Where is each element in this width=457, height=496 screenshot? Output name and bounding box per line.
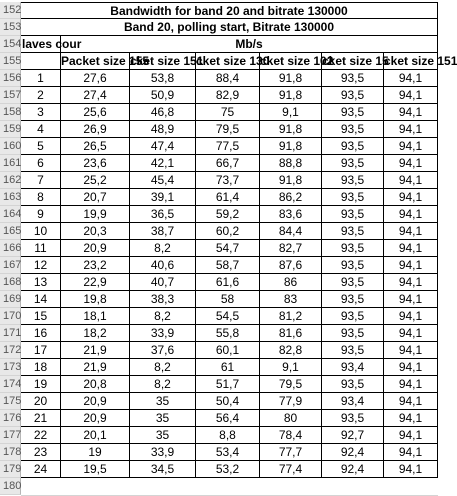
- row-header[interactable]: 175: [0, 393, 21, 410]
- sheet-row: [0, 478, 438, 495]
- bandwidth-cell[interactable]: 93,5: [322, 376, 384, 393]
- sheet-row: [0, 376, 438, 393]
- bandwidth-cell[interactable]: 93,4: [322, 393, 384, 410]
- bandwidth-cell[interactable]: 94,1: [384, 138, 438, 155]
- bandwidth-cell[interactable]: 53,4: [196, 444, 260, 461]
- row-header[interactable]: 159: [0, 121, 21, 138]
- bandwidth-cell[interactable]: 93,5: [322, 257, 384, 274]
- bandwidth-cell[interactable]: 21,9: [61, 342, 130, 359]
- sheet-row: [0, 104, 438, 121]
- header-cell-unit[interactable]: Mb/s: [61, 36, 438, 53]
- bandwidth-cell[interactable]: 19,8: [61, 291, 130, 308]
- bandwidth-cell[interactable]: 80: [260, 410, 322, 427]
- sheet-row: [0, 461, 438, 478]
- sheet-row: [0, 70, 438, 87]
- bandwidth-cell[interactable]: 93,5: [322, 155, 384, 172]
- sheet-row: [0, 53, 457, 70]
- bandwidth-cell[interactable]: 94,1: [384, 308, 438, 325]
- slave-count-cell[interactable]: 6: [21, 155, 61, 172]
- column-header[interactable]: cket size 151: [130, 54, 204, 68]
- column-header[interactable]: cket size 151: [384, 54, 457, 68]
- bandwidth-cell[interactable]: 27,4: [61, 87, 130, 104]
- row-header[interactable]: 155: [0, 53, 21, 70]
- bandwidth-cell[interactable]: 55,8: [196, 325, 260, 342]
- sheet-row: [0, 257, 438, 274]
- row-header[interactable]: 163: [0, 189, 21, 206]
- sheet-row: [0, 155, 438, 172]
- row-header[interactable]: 173: [0, 359, 21, 376]
- slave-count-cell[interactable]: 7: [21, 172, 61, 189]
- bandwidth-cell[interactable]: 88,4: [196, 70, 260, 87]
- bandwidth-cell[interactable]: 94,1: [384, 410, 438, 427]
- bandwidth-cell[interactable]: 94,1: [384, 189, 438, 206]
- bandwidth-cell[interactable]: 54,5: [196, 308, 260, 325]
- bandwidth-cell[interactable]: 8,8: [196, 427, 260, 444]
- slave-count-cell[interactable]: 14: [21, 291, 61, 308]
- bandwidth-cell[interactable]: 45,4: [130, 172, 196, 189]
- bandwidth-cell[interactable]: 20,7: [61, 189, 130, 206]
- bandwidth-cell[interactable]: 93,5: [322, 87, 384, 104]
- sheet-row: [0, 19, 438, 36]
- row-header[interactable]: 152: [0, 2, 21, 19]
- sheet-row: [0, 223, 438, 240]
- bandwidth-cell[interactable]: 77,5: [196, 138, 260, 155]
- bandwidth-cell[interactable]: 93,4: [322, 359, 384, 376]
- sheet-row: [0, 87, 438, 104]
- sheet-row: [0, 274, 438, 291]
- sheet-row: [0, 121, 438, 138]
- row-header[interactable]: 178: [0, 444, 21, 461]
- bandwidth-cell[interactable]: 83: [260, 291, 322, 308]
- row-header[interactable]: 158: [0, 104, 21, 121]
- row-header[interactable]: 164: [0, 206, 21, 223]
- slave-count-cell[interactable]: 3: [21, 104, 61, 121]
- bandwidth-cell[interactable]: 20,9: [61, 393, 130, 410]
- row-header[interactable]: 153: [0, 19, 21, 36]
- sheet-row: [0, 444, 438, 461]
- sheet-row: [0, 172, 438, 189]
- slave-count-cell[interactable]: 1: [21, 70, 61, 87]
- bandwidth-cell[interactable]: 50,4: [196, 393, 260, 410]
- bandwidth-cell[interactable]: 19: [61, 444, 130, 461]
- bandwidth-cell[interactable]: 93,5: [322, 291, 384, 308]
- row-header[interactable]: 168: [0, 274, 21, 291]
- bandwidth-cell[interactable]: 79,5: [260, 376, 322, 393]
- bandwidth-cell[interactable]: 93,5: [322, 70, 384, 87]
- slave-count-cell[interactable]: 18: [21, 359, 61, 376]
- slave-count-cell[interactable]: 9: [21, 206, 61, 223]
- sheet-row: [0, 393, 438, 410]
- column-header[interactable]: cket size 15: [322, 54, 389, 68]
- bandwidth-cell[interactable]: 94,1: [384, 393, 438, 410]
- bandwidth-cell[interactable]: 93,5: [322, 342, 384, 359]
- bandwidth-cell[interactable]: 58: [196, 291, 260, 308]
- empty-row-cells[interactable]: [21, 478, 438, 496]
- bandwidth-cell[interactable]: 88,8: [260, 155, 322, 172]
- bandwidth-cell[interactable]: 73,7: [196, 172, 260, 189]
- slave-count-cell[interactable]: 17: [21, 342, 61, 359]
- bandwidth-cell[interactable]: 39,1: [130, 189, 196, 206]
- bandwidth-cell[interactable]: 94,1: [384, 376, 438, 393]
- bandwidth-cell[interactable]: 53,8: [130, 70, 196, 87]
- bandwidth-cell[interactable]: 21,9: [61, 359, 130, 376]
- slave-count-cell[interactable]: 24: [21, 461, 61, 478]
- bandwidth-cell[interactable]: 94,1: [384, 206, 438, 223]
- bandwidth-cell[interactable]: 82,9: [196, 87, 260, 104]
- bandwidth-cell[interactable]: 92,4: [322, 444, 384, 461]
- bandwidth-cell[interactable]: 53,2: [196, 461, 260, 478]
- bandwidth-cell[interactable]: 93,5: [322, 189, 384, 206]
- bandwidth-cell[interactable]: 93,5: [322, 410, 384, 427]
- row-header[interactable]: 180: [0, 478, 21, 495]
- bandwidth-cell[interactable]: 20,8: [61, 376, 130, 393]
- bandwidth-cell[interactable]: 60,1: [196, 342, 260, 359]
- sheet-row: [0, 359, 438, 376]
- bandwidth-cell[interactable]: 37,6: [130, 342, 196, 359]
- bandwidth-cell[interactable]: 35: [130, 427, 196, 444]
- bandwidth-cell[interactable]: 27,6: [61, 70, 130, 87]
- bandwidth-cell[interactable]: 47,4: [130, 138, 196, 155]
- bandwidth-cell[interactable]: 77,4: [260, 461, 322, 478]
- bandwidth-cell[interactable]: 35: [130, 393, 196, 410]
- row-header[interactable]: 160: [0, 138, 21, 155]
- bandwidth-cell[interactable]: 94,1: [384, 257, 438, 274]
- bandwidth-cell[interactable]: 92,4: [322, 461, 384, 478]
- slave-count-cell[interactable]: 19: [21, 376, 61, 393]
- row-header[interactable]: 172: [0, 342, 21, 359]
- slave-count-cell[interactable]: 2: [21, 87, 61, 104]
- bandwidth-cell[interactable]: 93,5: [322, 104, 384, 121]
- bandwidth-cell[interactable]: 83,6: [260, 206, 322, 223]
- bandwidth-cell[interactable]: 93,5: [322, 206, 384, 223]
- row-header[interactable]: 166: [0, 240, 21, 257]
- bandwidth-cell[interactable]: 8,2: [130, 359, 196, 376]
- bandwidth-cell[interactable]: 59,2: [196, 206, 260, 223]
- bandwidth-cell[interactable]: 38,3: [130, 291, 196, 308]
- sheet-row: [0, 138, 438, 155]
- bandwidth-cell[interactable]: 18,1: [61, 308, 130, 325]
- bandwidth-cell[interactable]: 94,1: [384, 427, 438, 444]
- bandwidth-cell[interactable]: 56,4: [196, 410, 260, 427]
- slave-count-cell[interactable]: 11: [21, 240, 61, 257]
- bandwidth-cell[interactable]: 94,1: [384, 291, 438, 308]
- bandwidth-cell[interactable]: 84,4: [260, 223, 322, 240]
- bandwidth-cell[interactable]: 9,1: [260, 359, 322, 376]
- column-header[interactable]: Packet size 155: [61, 54, 150, 68]
- bandwidth-cell[interactable]: 58,7: [196, 257, 260, 274]
- bandwidth-cell[interactable]: 94,1: [384, 359, 438, 376]
- column-header[interactable]: cket size 130: [196, 54, 270, 68]
- bandwidth-cell[interactable]: 93,5: [322, 172, 384, 189]
- bandwidth-cell[interactable]: 60,2: [196, 223, 260, 240]
- row-header[interactable]: 161: [0, 155, 21, 172]
- bandwidth-cell[interactable]: 94,1: [384, 274, 438, 291]
- title-cell-bandwidth[interactable]: Bandwidth for band 20 and bitrate 130000: [21, 2, 438, 19]
- bandwidth-cell[interactable]: 61: [196, 359, 260, 376]
- sheet-row: [0, 206, 438, 223]
- bandwidth-cell[interactable]: 19,5: [61, 461, 130, 478]
- row-header[interactable]: 176: [0, 410, 21, 427]
- row-header[interactable]: 154: [0, 36, 21, 53]
- bandwidth-cell[interactable]: 87,6: [260, 257, 322, 274]
- slave-count-cell[interactable]: 13: [21, 274, 61, 291]
- bandwidth-cell[interactable]: 82,7: [260, 240, 322, 257]
- slave-count-cell[interactable]: 12: [21, 257, 61, 274]
- bandwidth-cell[interactable]: 8,2: [130, 240, 196, 257]
- sheet-row: [0, 291, 438, 308]
- bandwidth-cell[interactable]: 51,7: [196, 376, 260, 393]
- sheet-row: [0, 308, 438, 325]
- bandwidth-cell[interactable]: 36,5: [130, 206, 196, 223]
- bandwidth-cell[interactable]: 93,5: [322, 223, 384, 240]
- bandwidth-cell[interactable]: 35: [130, 410, 196, 427]
- row-header[interactable]: 162: [0, 172, 21, 189]
- bandwidth-cell[interactable]: 33,9: [130, 444, 196, 461]
- bandwidth-cell[interactable]: 22,9: [61, 274, 130, 291]
- bandwidth-cell[interactable]: 42,1: [130, 155, 196, 172]
- bandwidth-cell[interactable]: 86: [260, 274, 322, 291]
- bandwidth-cell[interactable]: 20,9: [61, 410, 130, 427]
- bandwidth-cell[interactable]: 23,2: [61, 257, 130, 274]
- bandwidth-cell[interactable]: 40,7: [130, 274, 196, 291]
- bandwidth-cell[interactable]: 48,9: [130, 121, 196, 138]
- slave-count-cell[interactable]: 15: [21, 308, 61, 325]
- sheet-row: [0, 2, 438, 19]
- bandwidth-cell[interactable]: 25,2: [61, 172, 130, 189]
- bandwidth-cell[interactable]: 25,6: [61, 104, 130, 121]
- bandwidth-cell[interactable]: 94,1: [384, 121, 438, 138]
- bandwidth-cell[interactable]: 61,4: [196, 189, 260, 206]
- bandwidth-cell[interactable]: 94,1: [384, 461, 438, 478]
- row-header[interactable]: 179: [0, 461, 21, 478]
- bandwidth-cell[interactable]: 77,7: [260, 444, 322, 461]
- bandwidth-cell[interactable]: 94,1: [384, 87, 438, 104]
- bandwidth-cell[interactable]: 91,8: [260, 87, 322, 104]
- slave-count-cell[interactable]: 4: [21, 121, 61, 138]
- header-cell-empty[interactable]: [21, 53, 61, 70]
- bandwidth-cell[interactable]: 66,7: [196, 155, 260, 172]
- bandwidth-cell[interactable]: 93,5: [322, 325, 384, 342]
- bandwidth-cell[interactable]: 38,7: [130, 223, 196, 240]
- bandwidth-cell[interactable]: 8,2: [130, 376, 196, 393]
- sheet-row: [0, 240, 438, 257]
- bandwidth-cell[interactable]: 94,1: [384, 444, 438, 461]
- row-header[interactable]: 165: [0, 223, 21, 240]
- sheet-row: [0, 189, 438, 206]
- bandwidth-cell[interactable]: 91,8: [260, 138, 322, 155]
- bandwidth-cell[interactable]: 94,1: [384, 325, 438, 342]
- bandwidth-cell[interactable]: 20,9: [61, 240, 130, 257]
- row-header[interactable]: 156: [0, 70, 21, 87]
- row-header[interactable]: 171: [0, 325, 21, 342]
- bandwidth-cell[interactable]: 94,1: [384, 240, 438, 257]
- slave-count-cell[interactable]: 23: [21, 444, 61, 461]
- bandwidth-cell[interactable]: 75: [196, 104, 260, 121]
- bandwidth-cell[interactable]: 9,1: [260, 104, 322, 121]
- bandwidth-cell[interactable]: 61,6: [196, 274, 260, 291]
- slave-count-cell[interactable]: 5: [21, 138, 61, 155]
- bandwidth-cell[interactable]: 50,9: [130, 87, 196, 104]
- sheet-row: [0, 410, 438, 427]
- bandwidth-cell[interactable]: 26,5: [61, 138, 130, 155]
- bandwidth-cell[interactable]: 94,1: [384, 70, 438, 87]
- bandwidth-cell[interactable]: 34,5: [130, 461, 196, 478]
- row-header[interactable]: 170: [0, 308, 21, 325]
- bandwidth-cell[interactable]: 94,1: [384, 342, 438, 359]
- bandwidth-cell[interactable]: 46,8: [130, 104, 196, 121]
- bandwidth-cell[interactable]: 81,6: [260, 325, 322, 342]
- bandwidth-cell[interactable]: 81,2: [260, 308, 322, 325]
- slave-count-cell[interactable]: 22: [21, 427, 61, 444]
- row-header[interactable]: 167: [0, 257, 21, 274]
- bandwidth-cell[interactable]: 91,8: [260, 70, 322, 87]
- slave-count-cell[interactable]: 8: [21, 189, 61, 206]
- sheet-row: [0, 325, 438, 342]
- sheet-row: [0, 427, 438, 444]
- row-header[interactable]: 169: [0, 291, 21, 308]
- column-header[interactable]: cket size 102: [260, 54, 334, 68]
- slave-count-cell[interactable]: 20: [21, 393, 61, 410]
- bandwidth-cell[interactable]: 94,1: [384, 223, 438, 240]
- bandwidth-cell[interactable]: 54,7: [196, 240, 260, 257]
- bandwidth-cell[interactable]: 82,8: [260, 342, 322, 359]
- bandwidth-cell[interactable]: 33,9: [130, 325, 196, 342]
- bandwidth-cell[interactable]: 23,6: [61, 155, 130, 172]
- bandwidth-cell[interactable]: 79,5: [196, 121, 260, 138]
- bandwidth-cell[interactable]: 8,2: [130, 308, 196, 325]
- row-header[interactable]: 157: [0, 87, 21, 104]
- bandwidth-cell[interactable]: 93,5: [322, 274, 384, 291]
- bandwidth-cell[interactable]: 93,5: [322, 308, 384, 325]
- bandwidth-cell[interactable]: 92,7: [322, 427, 384, 444]
- bandwidth-cell[interactable]: 93,5: [322, 138, 384, 155]
- bandwidth-cell[interactable]: 78,4: [260, 427, 322, 444]
- sheet-row: [0, 36, 438, 53]
- bandwidth-cell[interactable]: 26,9: [61, 121, 130, 138]
- sheet-row: [0, 342, 438, 359]
- bandwidth-cell[interactable]: 18,2: [61, 325, 130, 342]
- title-cell-band[interactable]: Band 20, polling start, Bitrate 130000: [21, 19, 438, 36]
- bandwidth-cell[interactable]: 94,1: [384, 104, 438, 121]
- bandwidth-cell[interactable]: 20,3: [61, 223, 130, 240]
- slave-count-cell[interactable]: 16: [21, 325, 61, 342]
- slave-count-cell[interactable]: 10: [21, 223, 61, 240]
- bandwidth-cell[interactable]: 19,9: [61, 206, 130, 223]
- bandwidth-cell[interactable]: 86,2: [260, 189, 322, 206]
- bandwidth-cell[interactable]: 93,5: [322, 121, 384, 138]
- row-header[interactable]: 174: [0, 376, 21, 393]
- header-cell-slaves[interactable]: laves cour: [22, 37, 82, 51]
- bandwidth-cell[interactable]: 94,1: [384, 172, 438, 189]
- bandwidth-cell[interactable]: 94,1: [384, 155, 438, 172]
- bandwidth-cell[interactable]: 77,9: [260, 393, 322, 410]
- bandwidth-cell[interactable]: 91,8: [260, 172, 322, 189]
- row-header[interactable]: 177: [0, 427, 21, 444]
- bandwidth-cell[interactable]: 91,8: [260, 121, 322, 138]
- bandwidth-cell[interactable]: 93,5: [322, 240, 384, 257]
- bandwidth-cell[interactable]: 40,6: [130, 257, 196, 274]
- bandwidth-cell[interactable]: 20,1: [61, 427, 130, 444]
- slave-count-cell[interactable]: 21: [21, 410, 61, 427]
